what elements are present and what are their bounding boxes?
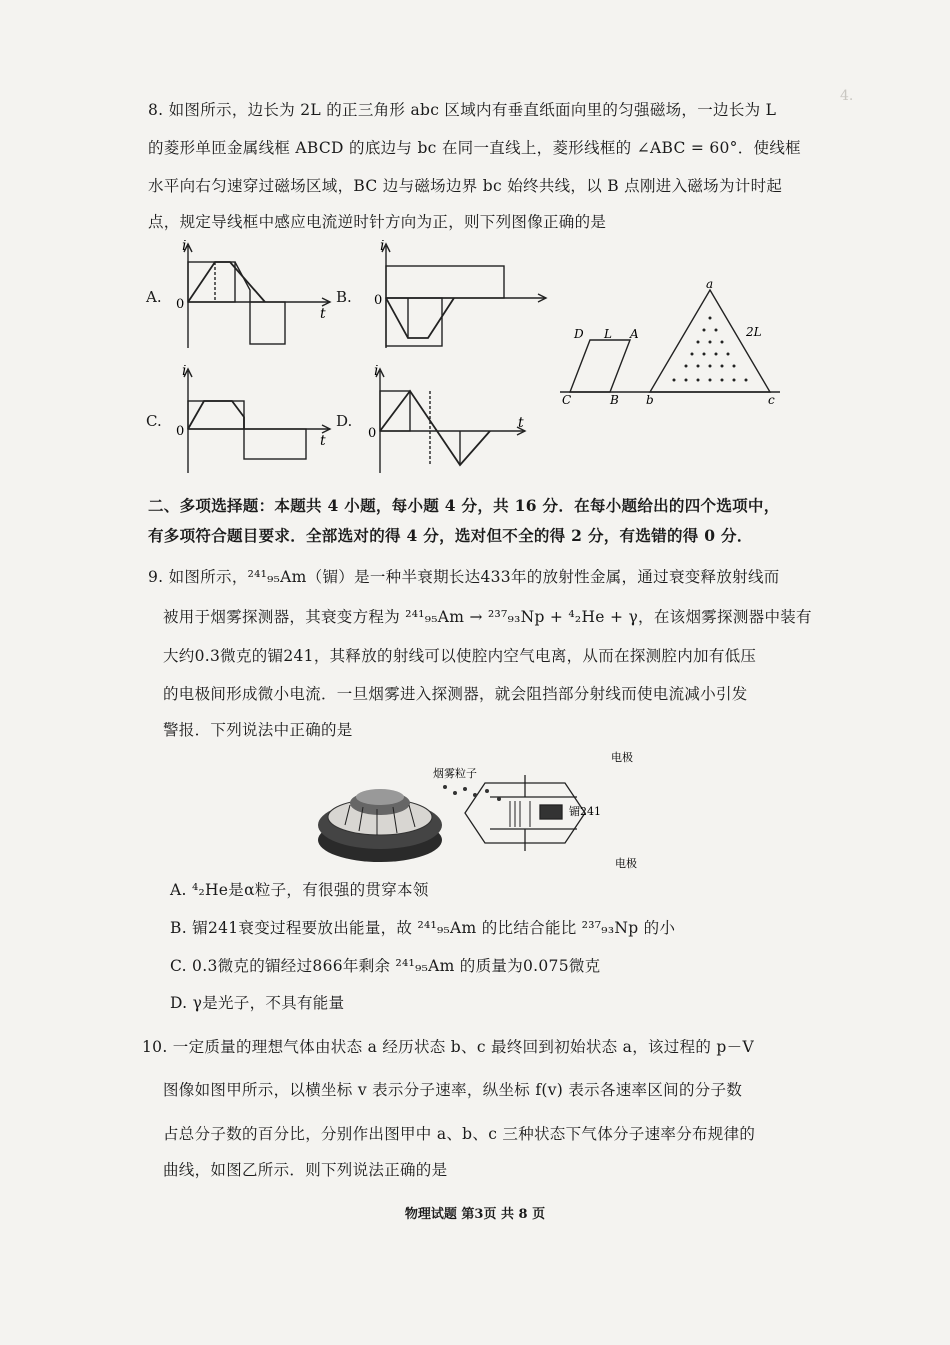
q8-c-axis-t: t [320,433,326,449]
q8-a-axis-t: t [320,306,326,322]
q9-option-b: B. 镅241衰变过程要放出能量，故 ²⁴¹₉₅Am 的比结合能比 ²³⁷₉₃Np 的小 [170,919,676,937]
smoke-detector-figure [315,745,655,870]
q9-line-5: 警报．下列说法中正确的是 [163,721,353,739]
rhombus-label-a: A [630,327,639,341]
smoke-detector-image [318,789,442,862]
q8-line-1: 8. 如图所示，边长为 2L 的正三角形 abc 区域内有垂直纸面向里的匀强磁场，一边长为 L [148,101,777,119]
q9-line-2: 被用于烟雾探测器，其衰变方程为 ²⁴¹₉₅Am → ²³⁷₉₃Np + ⁴₂He + γ，在该烟雾探测器中装有 [163,608,812,626]
q9-option-c: C. 0.3微克的镅经过866年剩余 ²⁴¹₉₅Am 的质量为0.075微克 [170,957,601,975]
rhombus-frame [570,340,630,392]
q8-option-d-label: D. [336,412,353,430]
q10-line-4: 曲线，如图乙所示．则下列说法正确的是 [163,1161,448,1179]
q8-graph-a [170,240,340,352]
rhombus-label-l: L [604,327,612,341]
q8-graph-b [366,240,556,352]
q8-d-origin: 0 [368,426,377,441]
q8-d-axis-t: t [518,415,524,431]
q9-option-d: D. γ是光子，不具有能量 [170,994,345,1012]
label-electrode-top: 电极 [611,751,633,764]
page-footer: 物理试题 第3页 共 8 页 [404,1207,546,1222]
label-smoke-particles: 烟雾粒子 [433,767,477,780]
q8-option-a-label: A. [146,288,162,306]
q8-line-2: 的菱形单匝金属线框 ABCD 的底边与 bc 在同一直线上，菱形线框的 ∠ABC = 60°．使线框 [148,139,801,157]
q9-line-4: 的电极间形成微小电流．一旦烟雾进入探测器，就会阻挡部分射线而使电流减小引发 [163,685,748,703]
q8-a-origin: 0 [176,297,185,312]
rhombus-label-b: B [610,393,619,405]
section2-line-2: 有多项符合题目要求．全部选对的得 4 分，选对但不全的得 2 分，有选错的得 0 分． [148,526,753,545]
q8-a-axis-i: i [182,240,187,254]
q8-b-origin: 0 [374,293,383,308]
q9-line-3: 大约0.3微克的镅241，其释放的射线可以使腔内空气电离，从而在探测腔内加有低压 [163,647,757,665]
q8-field-figure [560,280,780,405]
label-am241: 镅241 [569,805,601,818]
q8-c-axis-i: i [182,365,187,379]
q8-d-axis-i: i [374,365,379,379]
q8-c-origin: 0 [176,424,185,439]
triangle-label-c: c [768,393,775,405]
triangle-label-b: b [646,393,654,405]
q10-line-3: 占总分子数的百分比，分别作出图甲中 a、b、c 三种状态下气体分子速率分布规律的 [163,1125,756,1143]
rhombus-label-d: D [574,327,584,341]
rhombus-label-c: C [562,393,572,405]
q10-line-1: 10. 一定质量的理想气体由状态 a 经历状态 b、c 最终回到初始状态 a，该过程的 p－V [142,1038,754,1056]
bleed-through-text: 4. [840,88,854,104]
q9-option-a: A. ⁴₂He是α粒子，有很强的贯穿本领 [170,881,429,899]
q8-b-axis-i: i [380,240,385,254]
q9-line-1: 9. 如图所示，²⁴¹₉₅Am（镅）是一种半衰期长达433年的放射性金属，通过衰变释放射线而 [148,568,780,586]
triangle-label-a: a [706,280,714,291]
q8-option-c-label: C. [146,412,162,430]
q8-line-3: 水平向右匀速穿过磁场区域，BC 边与磁场边界 bc 始终共线，以 B 点刚进入磁场为计时起 [148,177,783,195]
q8-line-4: 点，规定导线框中感应电流逆时针方向为正，则下列图像正确的是 [148,213,607,231]
triangle-label-2l: 2L [746,325,762,339]
q8-graph-c [170,365,340,477]
detector-schematic [465,775,585,851]
q8-graph-d [360,365,535,477]
section2-line-1: 二、多项选择题：本题共 4 小题，每小题 4 分，共 16 分．在每小题给出的四个选项中， [148,496,780,515]
q10-line-2: 图像如图甲所示，以横坐标 v 表示分子速率，纵坐标 f(v) 表示各速率区间的分子数 [163,1081,743,1099]
label-electrode-bottom: 电极 [615,857,637,870]
q8-option-b-label: B. [336,288,352,306]
